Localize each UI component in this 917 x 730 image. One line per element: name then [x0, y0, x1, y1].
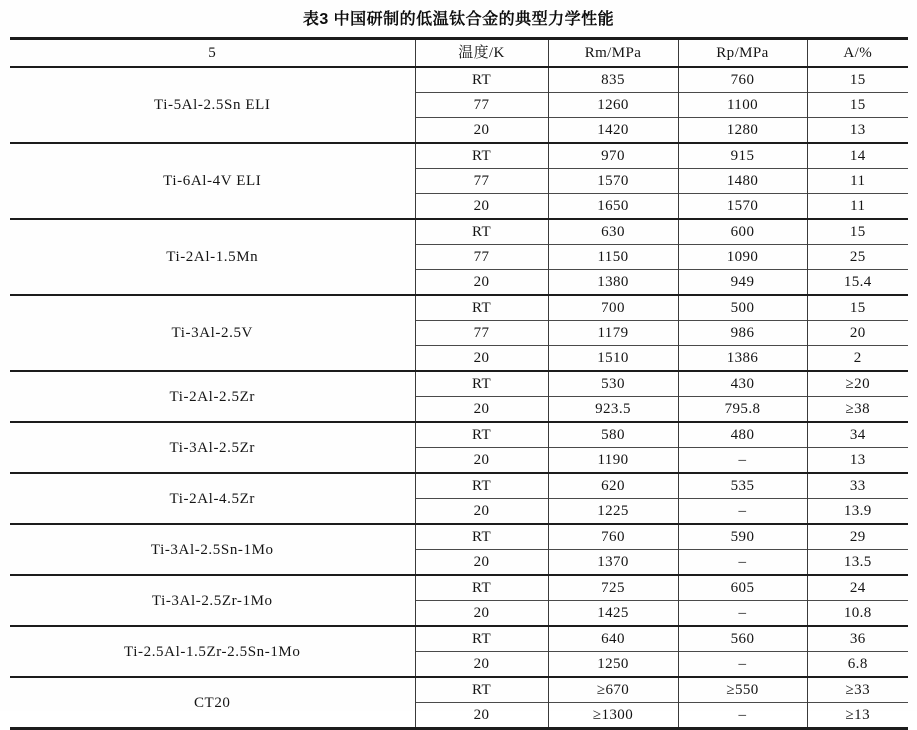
value-cell: 949: [678, 270, 807, 296]
table-row: [10, 575, 908, 601]
value-cell: 835: [548, 67, 678, 93]
column-header: Rp/MPa: [678, 39, 807, 68]
temperature-cell: 20: [415, 118, 548, 144]
table-header: [10, 39, 908, 68]
value-cell: 1425: [548, 601, 678, 627]
value-cell: ≥550: [678, 677, 807, 703]
value-cell: ≥1300: [548, 703, 678, 729]
value-cell: 10.8: [807, 601, 908, 627]
value-cell: 15.4: [807, 270, 908, 296]
value-cell: 1225: [548, 499, 678, 525]
value-cell: 1090: [678, 245, 807, 270]
alloy-cell: Ti-5Al-2.5Sn ELI: [10, 67, 415, 143]
temperature-cell: 77: [415, 245, 548, 270]
temperature-cell: RT: [415, 67, 548, 93]
temperature-cell: 20: [415, 601, 548, 627]
value-cell: 535: [678, 473, 807, 499]
alloy-cell: Ti-2Al-2.5Zr: [10, 371, 415, 422]
temperature-cell: 20: [415, 448, 548, 474]
value-cell: 480: [678, 422, 807, 448]
table-row: [10, 422, 908, 448]
value-cell: 24: [807, 575, 908, 601]
table-row: [10, 524, 908, 550]
value-cell: 13.9: [807, 499, 908, 525]
temperature-cell: 20: [415, 194, 548, 220]
value-cell: 20: [807, 321, 908, 346]
value-cell: 33: [807, 473, 908, 499]
value-cell: ≥670: [548, 677, 678, 703]
value-cell: 1480: [678, 169, 807, 194]
value-cell: –: [678, 499, 807, 525]
value-cell: 15: [807, 295, 908, 321]
value-cell: 590: [678, 524, 807, 550]
value-cell: –: [678, 652, 807, 678]
value-cell: 2: [807, 346, 908, 372]
value-cell: 1150: [548, 245, 678, 270]
table-row: [10, 67, 908, 93]
temperature-cell: RT: [415, 677, 548, 703]
alloy-cell: Ti-2Al-1.5Mn: [10, 219, 415, 295]
value-cell: 923.5: [548, 397, 678, 423]
value-cell: 1386: [678, 346, 807, 372]
table-body: [10, 67, 908, 729]
value-cell: 580: [548, 422, 678, 448]
temperature-cell: 20: [415, 270, 548, 296]
temperature-cell: RT: [415, 626, 548, 652]
value-cell: 13.5: [807, 550, 908, 576]
value-cell: 13: [807, 448, 908, 474]
value-cell: 530: [548, 371, 678, 397]
column-header: 温度/K: [415, 39, 548, 68]
alloy-cell: CT20: [10, 677, 415, 729]
alloy-cell: Ti-3Al-2.5Zr: [10, 422, 415, 473]
value-cell: –: [678, 703, 807, 729]
table-row: [10, 473, 908, 499]
value-cell: 13: [807, 118, 908, 144]
temperature-cell: 20: [415, 346, 548, 372]
alloy-cell: Ti-3Al-2.5V: [10, 295, 415, 371]
value-cell: 34: [807, 422, 908, 448]
value-cell: 11: [807, 194, 908, 220]
value-cell: 1190: [548, 448, 678, 474]
value-cell: 430: [678, 371, 807, 397]
value-cell: 986: [678, 321, 807, 346]
table-row: [10, 677, 908, 703]
value-cell: 11: [807, 169, 908, 194]
value-cell: –: [678, 601, 807, 627]
temperature-cell: 20: [415, 550, 548, 576]
temperature-cell: 20: [415, 703, 548, 729]
temperature-cell: 77: [415, 321, 548, 346]
value-cell: 970: [548, 143, 678, 169]
temperature-cell: RT: [415, 371, 548, 397]
alloy-cell: Ti-2Al-4.5Zr: [10, 473, 415, 524]
table-row: [10, 295, 908, 321]
value-cell: ≥38: [807, 397, 908, 423]
value-cell: 25: [807, 245, 908, 270]
column-header: A/%: [807, 39, 908, 68]
value-cell: 1570: [678, 194, 807, 220]
temperature-cell: 77: [415, 169, 548, 194]
value-cell: 1370: [548, 550, 678, 576]
value-cell: 1250: [548, 652, 678, 678]
temperature-cell: 20: [415, 652, 548, 678]
table-row: [10, 626, 908, 652]
value-cell: 630: [548, 219, 678, 245]
value-cell: 640: [548, 626, 678, 652]
value-cell: 15: [807, 219, 908, 245]
temperature-cell: RT: [415, 473, 548, 499]
alloy-cell: Ti-3Al-2.5Zr-1Mo: [10, 575, 415, 626]
value-cell: ≥20: [807, 371, 908, 397]
temperature-cell: 77: [415, 93, 548, 118]
value-cell: 1179: [548, 321, 678, 346]
mechanical-properties-table: [10, 37, 908, 730]
value-cell: 6.8: [807, 652, 908, 678]
temperature-cell: RT: [415, 143, 548, 169]
table-row: [10, 219, 908, 245]
value-cell: 560: [678, 626, 807, 652]
value-cell: 1380: [548, 270, 678, 296]
temperature-cell: RT: [415, 524, 548, 550]
value-cell: ≥13: [807, 703, 908, 729]
value-cell: 14: [807, 143, 908, 169]
value-cell: 1510: [548, 346, 678, 372]
value-cell: 725: [548, 575, 678, 601]
column-header: 5: [10, 39, 415, 68]
alloy-cell: Ti-2.5Al-1.5Zr-2.5Sn-1Mo: [10, 626, 415, 677]
alloy-cell: Ti-6Al-4V ELI: [10, 143, 415, 219]
value-cell: 1100: [678, 93, 807, 118]
value-cell: –: [678, 550, 807, 576]
value-cell: 1280: [678, 118, 807, 144]
value-cell: 500: [678, 295, 807, 321]
value-cell: 36: [807, 626, 908, 652]
value-cell: 915: [678, 143, 807, 169]
value-cell: 600: [678, 219, 807, 245]
temperature-cell: RT: [415, 295, 548, 321]
value-cell: 15: [807, 93, 908, 118]
temperature-cell: RT: [415, 219, 548, 245]
temperature-cell: RT: [415, 575, 548, 601]
table-caption: 表3 中国研制的低温钛合金的典型力学性能: [302, 11, 615, 28]
temperature-cell: RT: [415, 422, 548, 448]
value-cell: 1570: [548, 169, 678, 194]
value-cell: 605: [678, 575, 807, 601]
table-row: [10, 143, 908, 169]
value-cell: ≥33: [807, 677, 908, 703]
header-row: [10, 39, 908, 68]
temperature-cell: 20: [415, 397, 548, 423]
value-cell: –: [678, 448, 807, 474]
value-cell: 29: [807, 524, 908, 550]
column-header: Rm/MPa: [548, 39, 678, 68]
value-cell: 795.8: [678, 397, 807, 423]
temperature-cell: 20: [415, 499, 548, 525]
table-row: [10, 371, 908, 397]
value-cell: 1260: [548, 93, 678, 118]
value-cell: 1650: [548, 194, 678, 220]
value-cell: 1420: [548, 118, 678, 144]
value-cell: 760: [548, 524, 678, 550]
value-cell: 620: [548, 473, 678, 499]
alloy-cell: Ti-3Al-2.5Sn-1Mo: [10, 524, 415, 575]
value-cell: 760: [678, 67, 807, 93]
value-cell: 15: [807, 67, 908, 93]
value-cell: 700: [548, 295, 678, 321]
